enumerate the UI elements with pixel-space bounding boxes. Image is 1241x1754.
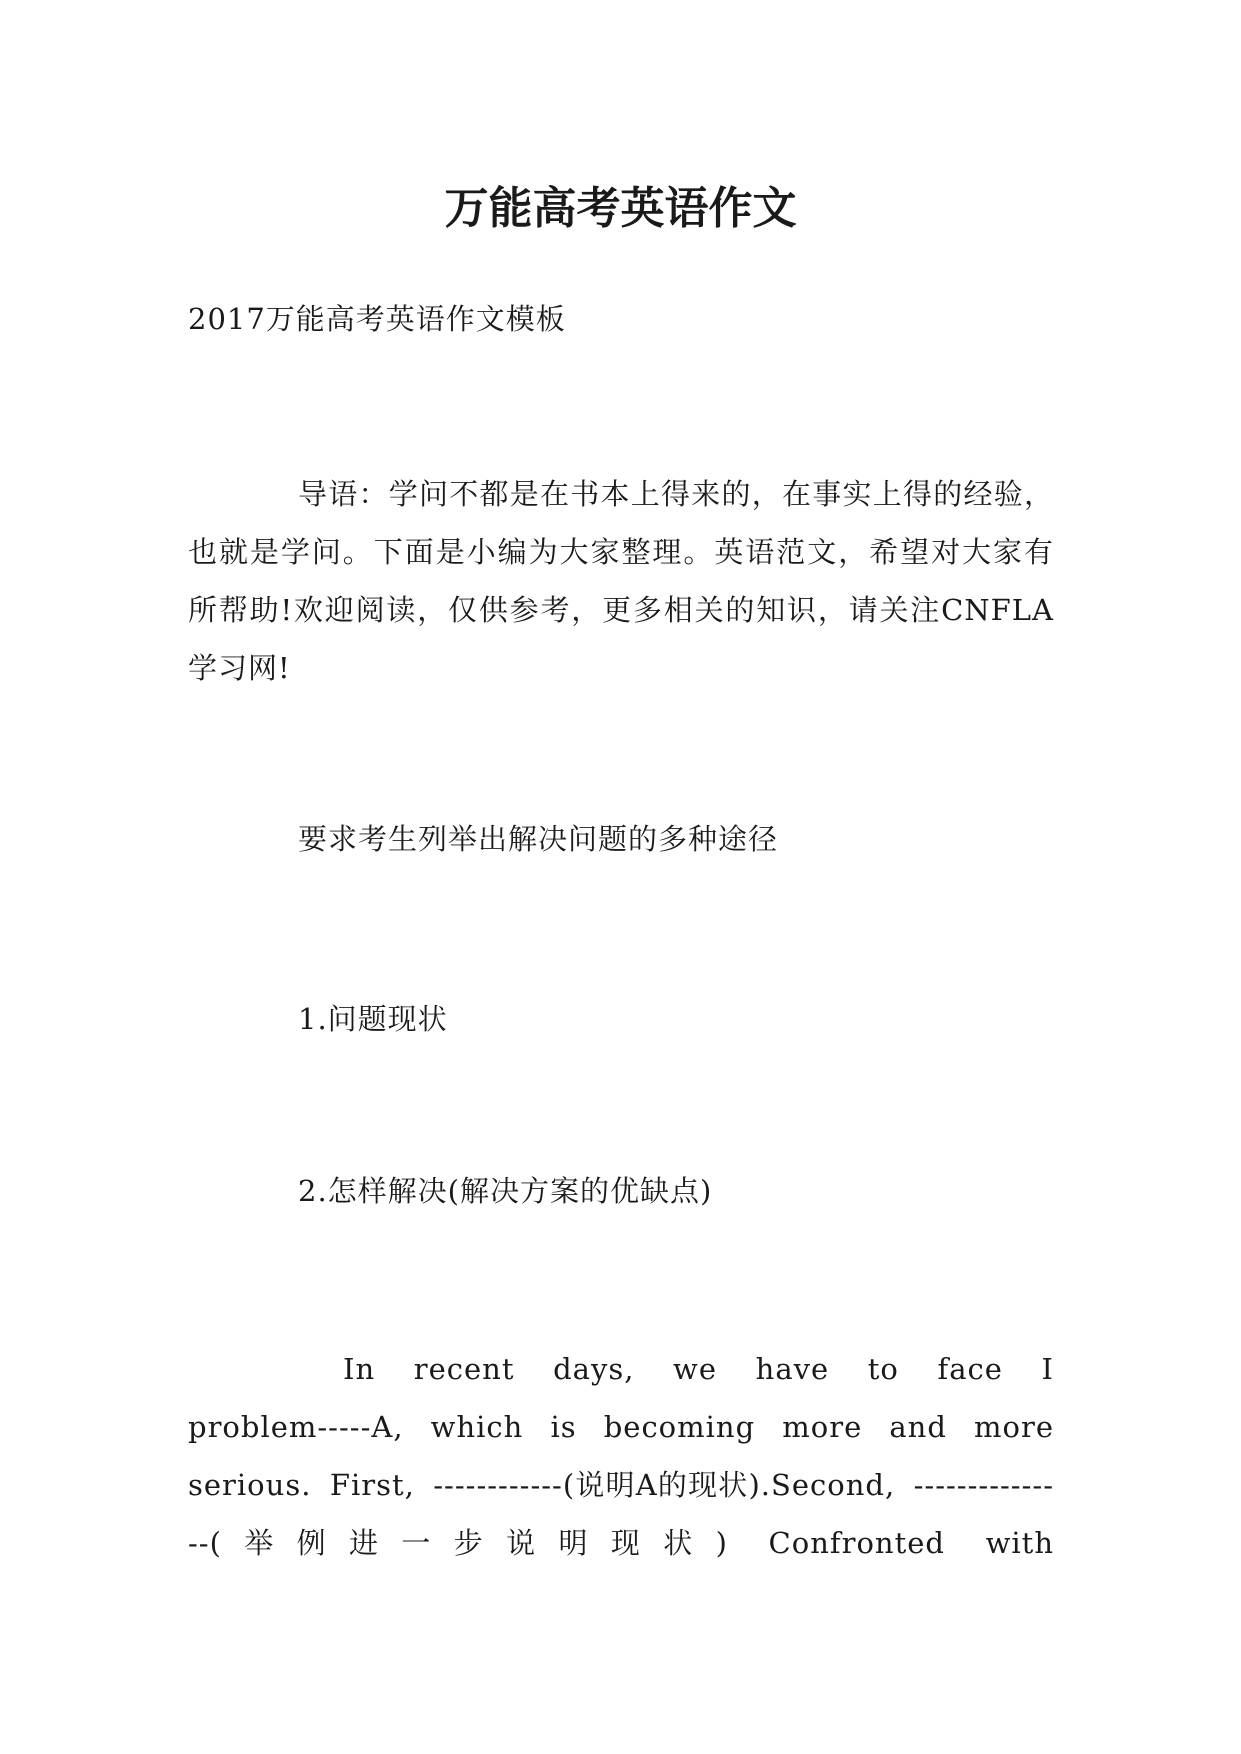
essay-paragraph: In recent days, we have to face I problem-----A, which is becoming more and more serious. First, ------------(说明A的现状).Second, ---------------(举例进一步说明现状) Confronted with — [188, 1352, 1054, 1560]
point-item-1: 1.问题现状 — [298, 1002, 448, 1036]
requirement-line: 要求考生列举出解决问题的多种途径 — [298, 822, 779, 856]
intro-paragraph: 导语：学问不都是在书本上得来的，在事实上得的经验，也就是学问。下面是小编为大家整理。英语范文，希望对大家有所帮助!欢迎阅读，仅供参考，更多相关的知识，请关注CNFLA学习网! — [188, 477, 1054, 685]
point-item-2: 2.怎样解决(解决方案的优缺点) — [298, 1174, 713, 1208]
document-subtitle: 2017万能高考英语作文模板 — [188, 302, 566, 336]
document-title: 万能高考英语作文 — [444, 183, 797, 235]
